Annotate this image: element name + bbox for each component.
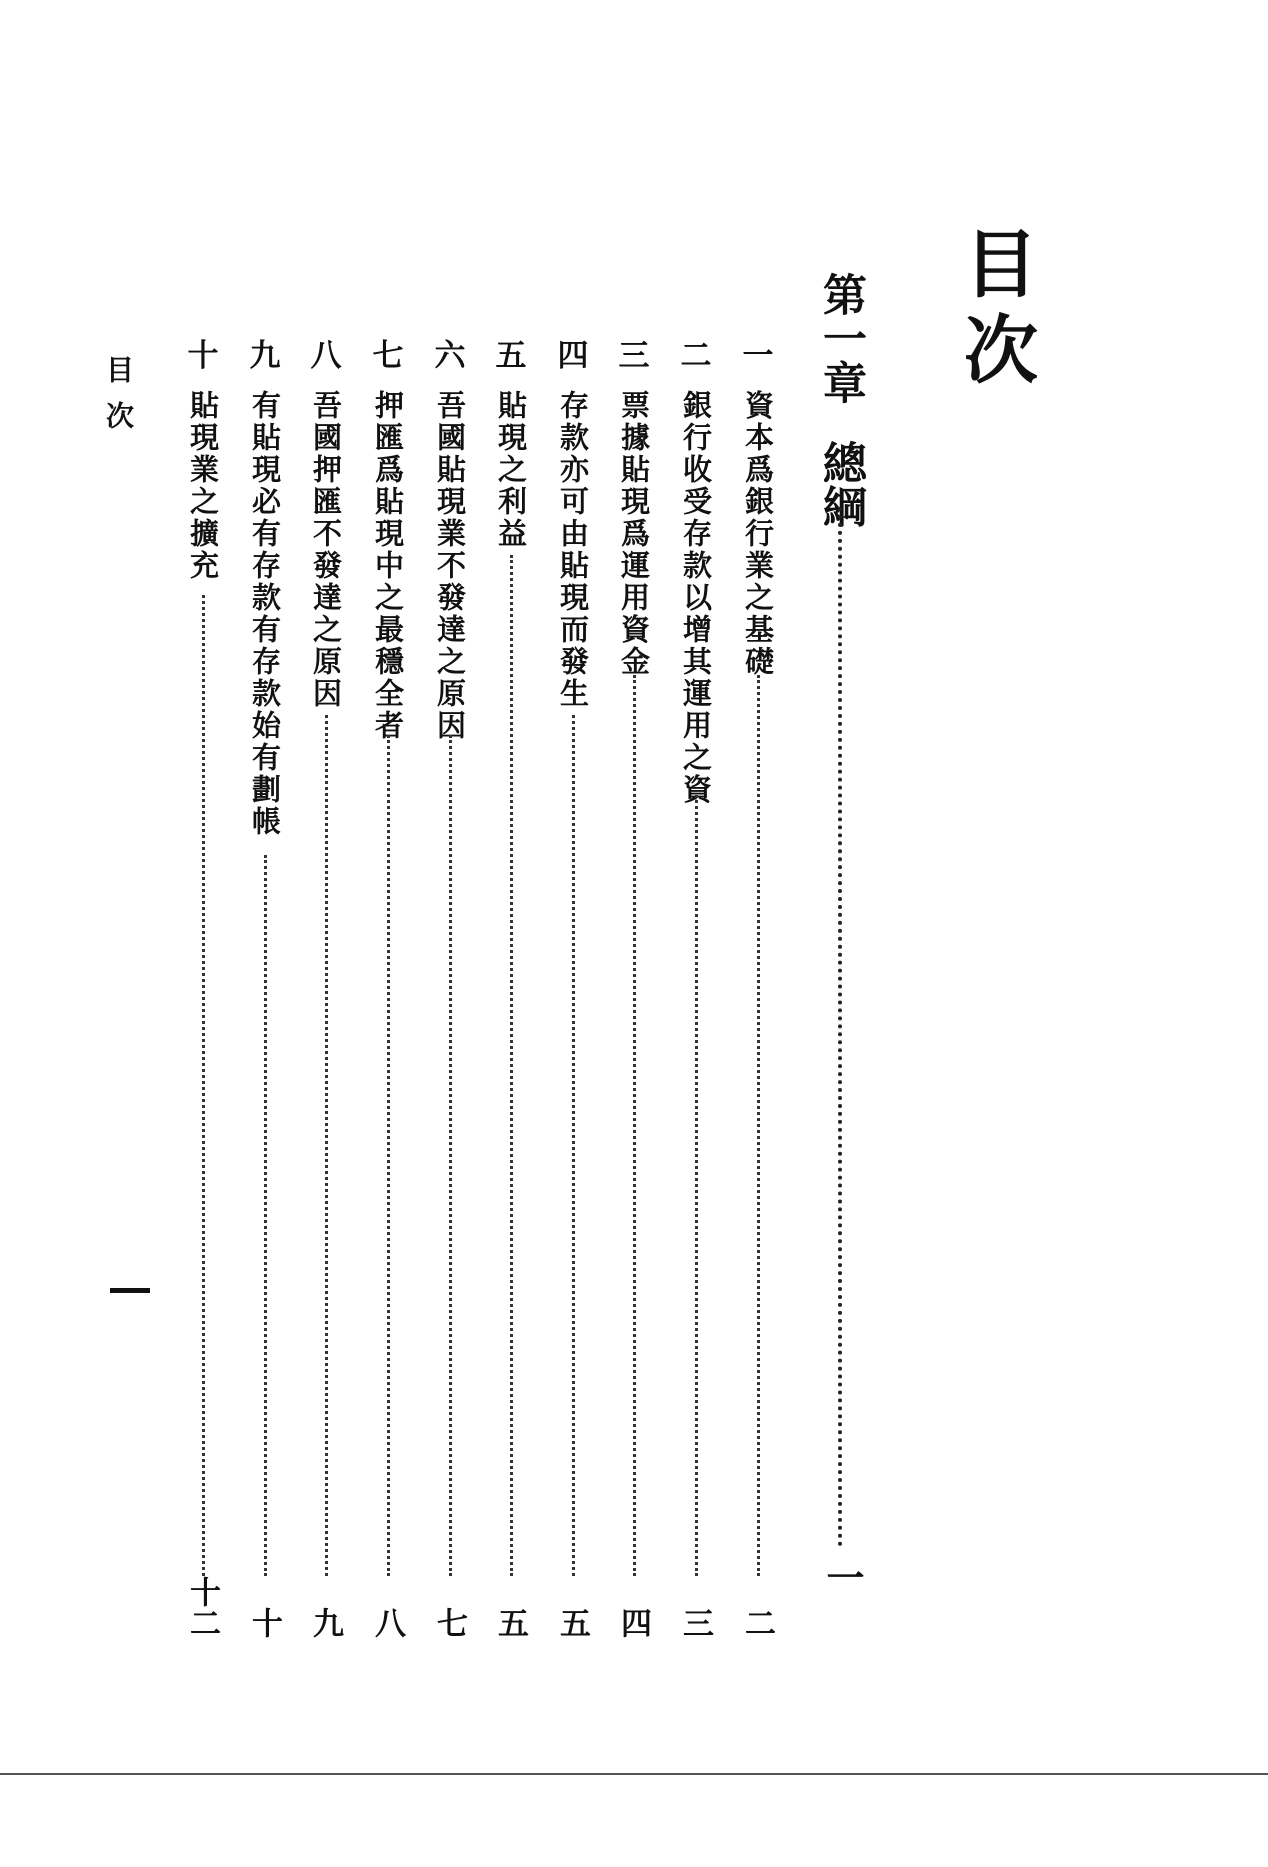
toc-entry[interactable] bbox=[553, 330, 593, 1638]
running-head: 目次 bbox=[102, 355, 135, 447]
page-title: 目次 bbox=[952, 225, 1038, 397]
entry-title: 貼現之利益 bbox=[494, 390, 528, 550]
entry-number: 四 bbox=[557, 338, 589, 374]
entry-page: 二 bbox=[739, 1607, 775, 1638]
toc-entry[interactable] bbox=[676, 330, 716, 1638]
toc-entry[interactable] bbox=[368, 330, 408, 1638]
entry-title: 資本爲銀行業之基礎 bbox=[741, 390, 775, 678]
toc-entry[interactable] bbox=[430, 330, 470, 1638]
entry-page: 七 bbox=[431, 1607, 467, 1638]
leader-dots bbox=[202, 595, 205, 1576]
entry-number: 七 bbox=[372, 338, 404, 374]
entry-number: 一 bbox=[742, 338, 774, 374]
entry-page: 五 bbox=[492, 1607, 528, 1638]
chapter-leader-dots bbox=[838, 507, 842, 1547]
page-bottom-rule bbox=[0, 1773, 1268, 1775]
entry-number: 五 bbox=[495, 338, 527, 374]
toc-entry[interactable] bbox=[183, 330, 223, 1638]
leader-dots bbox=[633, 675, 636, 1576]
chapter-page-number: 一 bbox=[820, 1558, 865, 1596]
entry-number: 九 bbox=[249, 338, 281, 374]
entry-title: 押匯爲貼現中之最穩全者 bbox=[371, 390, 405, 742]
chapter-label: 第一章 bbox=[815, 272, 866, 404]
entry-page: 十二 bbox=[184, 1576, 220, 1638]
folio-page-number bbox=[110, 1288, 150, 1293]
entry-number: 十 bbox=[187, 338, 219, 374]
leader-dots bbox=[387, 735, 390, 1576]
entry-page: 四 bbox=[615, 1607, 651, 1638]
chapter-heading bbox=[815, 272, 866, 528]
entry-title: 吾國貼現業不發達之原因 bbox=[433, 390, 467, 742]
entry-page: 十 bbox=[246, 1607, 282, 1638]
entry-title: 有貼現必有存款有存款始有劃帳 bbox=[248, 390, 282, 838]
entry-number: 六 bbox=[434, 338, 466, 374]
entry-title: 貼現業之擴充 bbox=[186, 390, 220, 582]
entry-title: 銀行收受存款以增其運用之資 bbox=[679, 390, 713, 806]
entry-number: 三 bbox=[618, 338, 650, 374]
entry-number: 八 bbox=[310, 338, 342, 374]
leader-dots bbox=[757, 675, 760, 1576]
toc-entry[interactable] bbox=[614, 330, 654, 1638]
leader-dots bbox=[572, 715, 575, 1576]
entry-number: 二 bbox=[680, 338, 712, 374]
toc-entry[interactable] bbox=[306, 330, 346, 1638]
entry-title: 吾國押匯不發達之原因 bbox=[309, 390, 343, 710]
leader-dots bbox=[449, 735, 452, 1576]
entry-page: 五 bbox=[554, 1607, 590, 1638]
chapter-title: 總綱 bbox=[815, 440, 866, 528]
entry-page: 八 bbox=[369, 1607, 405, 1638]
leader-dots bbox=[695, 795, 698, 1576]
toc-entry[interactable] bbox=[245, 330, 285, 1638]
toc-entry[interactable] bbox=[491, 330, 531, 1638]
toc-entry[interactable] bbox=[738, 330, 778, 1638]
entry-title: 票據貼現爲運用資金 bbox=[617, 390, 651, 678]
entry-page: 三 bbox=[677, 1607, 713, 1638]
leader-dots bbox=[510, 555, 513, 1576]
entry-page: 九 bbox=[307, 1607, 343, 1638]
leader-dots bbox=[325, 715, 328, 1576]
leader-dots bbox=[264, 855, 267, 1576]
entry-title: 存款亦可由貼現而發生 bbox=[556, 390, 590, 710]
